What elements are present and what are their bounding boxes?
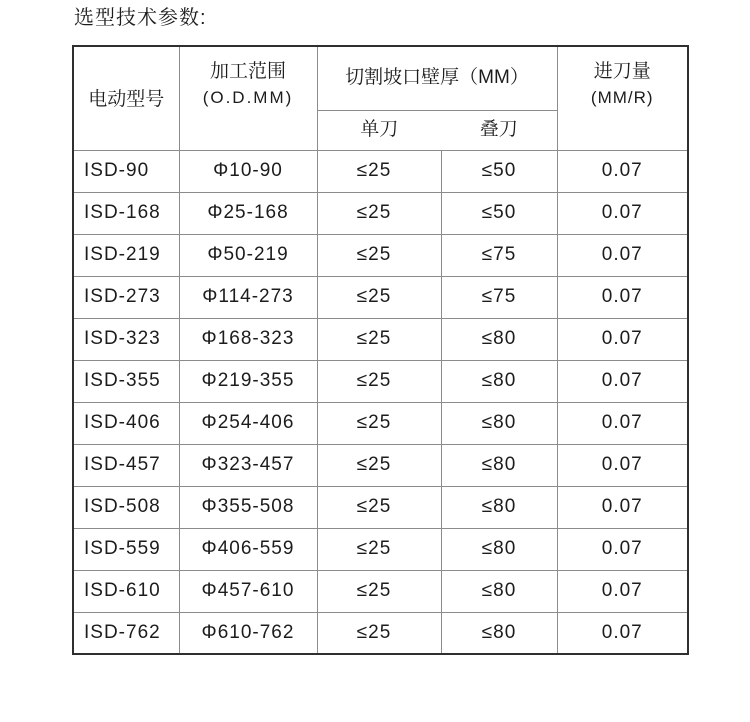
table-body (73, 150, 688, 654)
header-feed (557, 46, 688, 150)
spec-table (72, 45, 689, 655)
cell-model: ISD-90 (73, 150, 179, 192)
cell-model: ISD-219 (73, 234, 179, 276)
cell-feed: 0.07 (557, 150, 688, 192)
table-row (73, 486, 688, 528)
header-thickness (317, 46, 557, 110)
header-stacked-blade (441, 110, 557, 150)
cell-feed: 0.07 (557, 402, 688, 444)
cell-feed: 0.07 (557, 444, 688, 486)
header-range (179, 46, 317, 150)
cell-single: ≤25 (317, 192, 441, 234)
cell-feed: 0.07 (557, 528, 688, 570)
cell-range: Φ254-406 (179, 402, 317, 444)
cell-stacked: ≤80 (441, 402, 557, 444)
header-model-label: 电动型号 (88, 89, 165, 111)
cell-single: ≤25 (317, 150, 441, 192)
cell-model: ISD-355 (73, 360, 179, 402)
cell-single: ≤25 (317, 528, 441, 570)
cell-feed: 0.07 (557, 318, 688, 360)
header-thickness-label: 切割坡口壁厚（MM） (345, 67, 529, 89)
cell-model: ISD-762 (73, 612, 179, 654)
cell-range: Φ50-219 (179, 234, 317, 276)
cell-single: ≤25 (317, 402, 441, 444)
cell-single: ≤25 (317, 486, 441, 528)
table-row (73, 318, 688, 360)
header-single-blade-label: 单刀 (360, 119, 399, 140)
cell-feed: 0.07 (557, 234, 688, 276)
cell-single: ≤25 (317, 360, 441, 402)
header-row-1 (73, 46, 688, 110)
cell-model: ISD-273 (73, 276, 179, 318)
table-row (73, 444, 688, 486)
table-row (73, 612, 688, 654)
cell-feed: 0.07 (557, 486, 688, 528)
cell-model: ISD-610 (73, 570, 179, 612)
table-row (73, 360, 688, 402)
cell-range: Φ25-168 (179, 192, 317, 234)
header-stacked-blade-label: 叠刀 (479, 119, 518, 140)
page-title: 选型技术参数: (74, 7, 207, 29)
cell-range: Φ406-559 (179, 528, 317, 570)
header-single-blade (317, 110, 441, 150)
cell-range: Φ355-508 (179, 486, 317, 528)
header-range-unit: (O.D.MM) (202, 88, 294, 107)
cell-stacked: ≤80 (441, 444, 557, 486)
cell-feed: 0.07 (557, 276, 688, 318)
table-row (73, 192, 688, 234)
cell-model: ISD-457 (73, 444, 179, 486)
cell-stacked: ≤80 (441, 360, 557, 402)
cell-feed: 0.07 (557, 360, 688, 402)
table-row (73, 402, 688, 444)
cell-single: ≤25 (317, 276, 441, 318)
cell-model: ISD-508 (73, 486, 179, 528)
cell-single: ≤25 (317, 612, 441, 654)
table-row (73, 528, 688, 570)
cell-stacked: ≤80 (441, 528, 557, 570)
table-header (73, 46, 688, 150)
cell-single: ≤25 (317, 444, 441, 486)
cell-model: ISD-323 (73, 318, 179, 360)
cell-range: Φ610-762 (179, 612, 317, 654)
cell-single: ≤25 (317, 234, 441, 276)
cell-stacked: ≤50 (441, 150, 557, 192)
cell-stacked: ≤80 (441, 318, 557, 360)
table-row (73, 150, 688, 192)
cell-feed: 0.07 (557, 612, 688, 654)
cell-range: Φ323-457 (179, 444, 317, 486)
cell-stacked: ≤80 (441, 570, 557, 612)
cell-stacked: ≤80 (441, 486, 557, 528)
table-row (73, 234, 688, 276)
header-feed-label: 进刀量 (593, 61, 651, 82)
header-model (73, 46, 179, 150)
cell-range: Φ114-273 (179, 276, 317, 318)
cell-single: ≤25 (317, 570, 441, 612)
cell-single: ≤25 (317, 318, 441, 360)
cell-model: ISD-559 (73, 528, 179, 570)
header-feed-unit: (MM/R) (590, 88, 654, 107)
cell-feed: 0.07 (557, 192, 688, 234)
cell-model: ISD-168 (73, 192, 179, 234)
table-row (73, 276, 688, 318)
cell-model: ISD-406 (73, 402, 179, 444)
cell-stacked: ≤75 (441, 234, 557, 276)
header-range-label: 加工范围 (209, 61, 286, 82)
cell-range: Φ219-355 (179, 360, 317, 402)
cell-range: Φ10-90 (179, 150, 317, 192)
cell-stacked: ≤75 (441, 276, 557, 318)
cell-range: Φ457-610 (179, 570, 317, 612)
cell-stacked: ≤80 (441, 612, 557, 654)
table-row (73, 570, 688, 612)
cell-feed: 0.07 (557, 570, 688, 612)
cell-stacked: ≤50 (441, 192, 557, 234)
cell-range: Φ168-323 (179, 318, 317, 360)
